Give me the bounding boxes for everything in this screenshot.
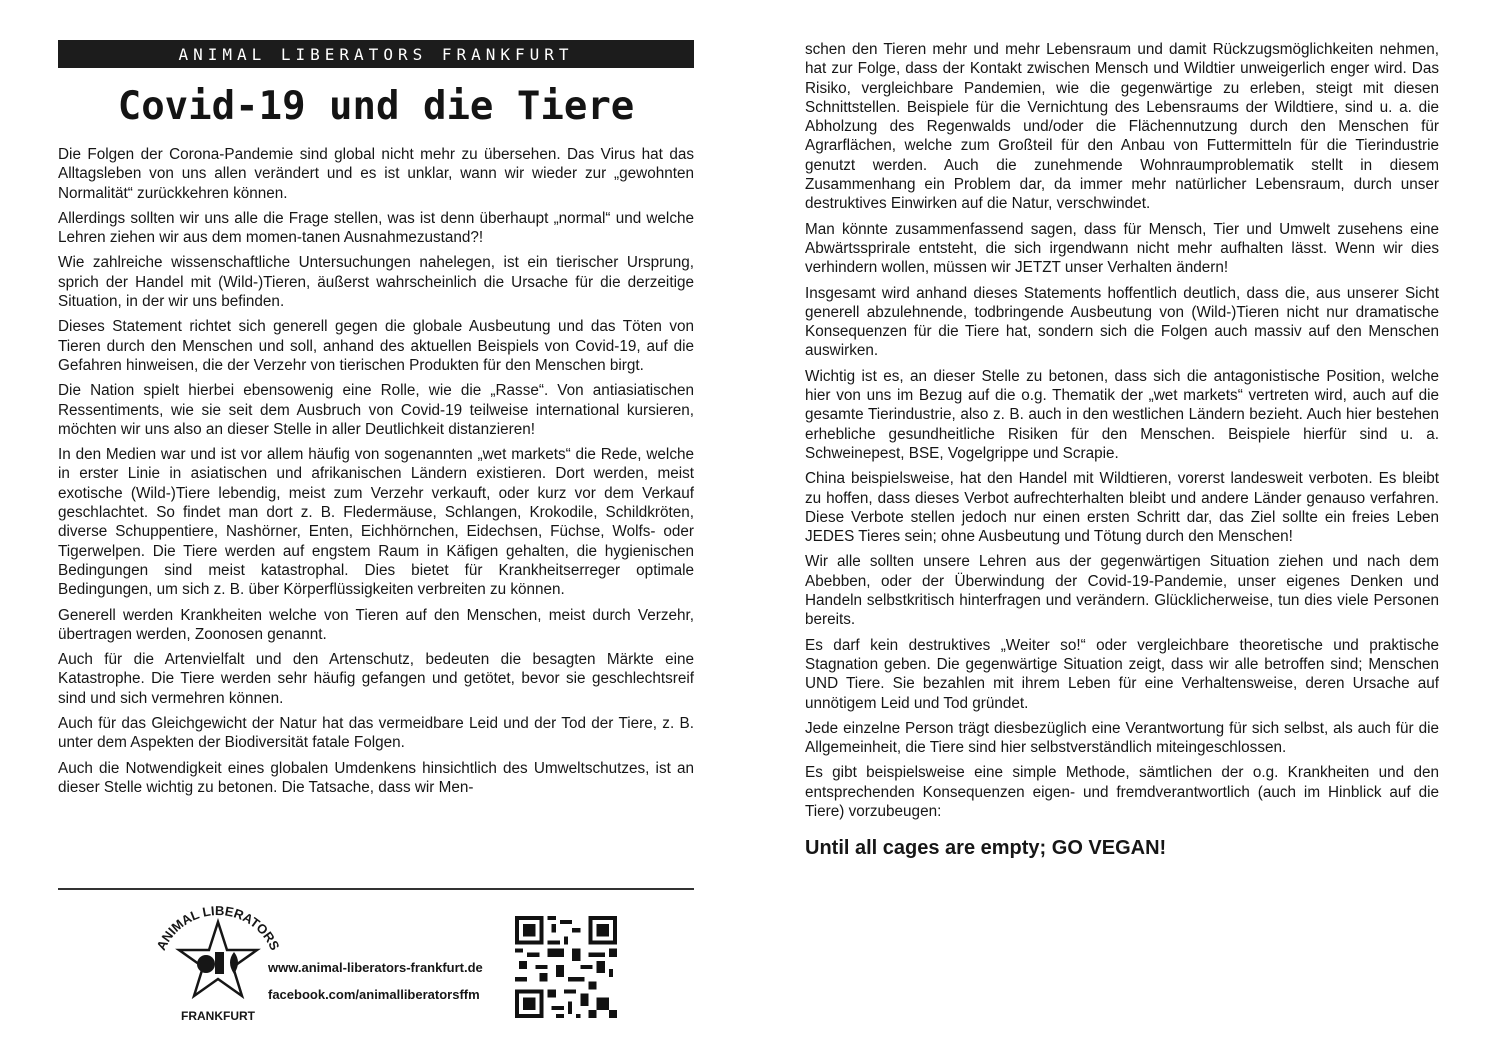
page-title: Covid-19 und die Tiere [117, 84, 635, 129]
left-paragraph: Allerdings sollten wir uns alle die Frage stellen, was ist denn überhaupt „normal“ und welche Lehren ziehen wir aus dem momen-tanen Ausnahmezustand?! [58, 209, 694, 247]
org-header-text: ANIMAL LIBERATORS FRANKFURT [178, 44, 574, 64]
right-paragraph: Es darf kein destruktives „Weiter so!“ oder vergleichbare theoretische und praktische Stagnation geben. Die gegenwärtige Situation zeigt, dass wir alle betroffen sind; Menschen UND Tiere. Sie bezahlen mit ihrem Leben für eine Verhaltensweise, deren Ursache auf unnötigem Leid und Tod gründet. [805, 636, 1439, 712]
left-paragraph: Die Folgen der Corona-Pandemie sind global nicht mehr zu übersehen. Das Virus hat das Alltagsleben von uns allen verändert und es ist unklar, wann wir wieder zur „gewohnten Normalität“ zurückkehren können. [58, 146, 694, 202]
right-paragraph: schen den Tieren mehr und mehr Lebensraum und damit Rückzugsmöglichkeiten nehmen, hat zur Folge, dass der Kontakt zwischen Mensch und Wildtier unweigerlich enger wird. Das Risiko, vergleichbare Pandemien, wie die gegenwärtige zu erleben, steigt mit diesen Schnittstellen. Beispiele für die Vernichtung des Lebensraums der Wildtiere, sind u. a. die Abholzung des Regenwalds und/oder die Flächennutzung durch den Menschen für Agrarflächen, welche zum Großteil für den Anbau von Futtermitteln für die Tierindustrie genutzt werden. Auch die zunehmende Wohnraumproblematik stellt in diesem Zusammenhang ein Problem dar, da immer mehr natürlicher Lebensraum, durch unser destruktives Einwirken auf die Natur, verschwindet. [805, 41, 1439, 213]
left-paragraph: Die Nation spielt hierbei ebensowenig eine Rolle, wie die „Rasse“. Von antiasiatischen Ressentiments, wie sie seit dem Ausbruch von Covid-19 teilweise international kursieren, möchten wir uns also an dieser Stelle in aller Deutlichkeit distanzieren! [58, 382, 694, 438]
footer-links [268, 960, 483, 1014]
qr-code-icon [515, 916, 617, 1018]
left-paragraph: Auch die Notwendigkeit eines globalen Umdenkens hinsichtlich des Umweltschutzes, ist an dieser Stelle wichtig zu betonen. Die Tatsache, dass wir Men- [58, 759, 694, 796]
right-paragraph: Wichtig ist es, an dieser Stelle zu betonen, dass sich die antagonistische Position, welche hier von uns im Bezug auf die o.g. Thematik der „wet markets“ vertreten wird, auch auf die gesamte Tierindustrie, also z. B. auch in den westlichen Ländern bezieht. Auch hier bestehen erhebliche gesundheitliche Risiken für den Menschen. Beispiele hierfür sind u. a. Schweinepest, BSE, Vogelgrippe und Scrapie. [805, 367, 1439, 462]
right-paragraph: Man könnte zusammenfassend sagen, dass für Mensch, Tier und Umwelt zusehens eine Abwärtssprirale entsteht, die sich irgendwann nicht mehr aufhalten lässt. Wenn wir dies verhindern wollen, müssen wir JETZT unser Verhalten ändern! [805, 220, 1439, 277]
left-paragraph: Auch für das Gleichgewicht der Natur hat das vermeidbare Leid und der Tod der Tiere, z. B. unter dem Aspekten der Biodiversität fatale Folgen. [58, 715, 694, 752]
logo-arc-text: ANIMAL LIBERATORS [153, 902, 283, 953]
slogan: Until all cages are empty; GO VEGAN! [805, 837, 1167, 860]
org-header-bar [58, 40, 694, 68]
facebook-link[interactable]: facebook.com/animalliberatorsffm [268, 987, 480, 1002]
right-paragraph: Jede einzelne Person trägt diesbezüglich eine Verantwortung für sich selbst, als auch für die Allgemeinheit, die Tiere sind hier selbstverständlich miteingeschlossen. [805, 719, 1439, 757]
left-paragraph: Wie zahlreiche wissenschaftliche Untersuchungen nahelegen, ist ein tierischer Ursprung, sprich der Handel mit (Wild-)Tieren, äußerst wahrscheinlich die Ursache für die derzeitige Situation, in der wir uns befinden. [58, 254, 694, 311]
footer-divider [58, 888, 694, 890]
left-paragraph: Auch für die Artenvielfalt und den Artenschutz, bedeuten die besagten Märkte eine Katastrophe. Die Tiere werden sehr häufig gefangen und getötet, bevor sie geschlechtsreif sind und sich vermehren können. [58, 651, 694, 707]
right-paragraph: Insgesamt wird anhand dieses Statements hoffentlich deutlich, dass die, aus unserer Sicht generell abzulehnende, todbringende Ausbeutung von (Wild-)Tieren nicht nur dramatische Konsequenzen für die Tiere hat, sondern sich die Folgen auch massiv auf den Menschen auswirken. [805, 284, 1439, 360]
left-column [58, 40, 694, 803]
leaf-icon [230, 952, 238, 974]
logo-bottom-text: FRANKFURT [181, 1009, 255, 1023]
right-paragraph: Wir alle sollten unsere Lehren aus der gegenwärtigen Situation ziehen und nach dem Abebben, oder der Überwindung der Covid-19-Pandemie, unser eigenes Denken und Handeln selbstkritisch hinterfragen und verändern. Glücklicherweise, tun dies viele Personen bereits. [805, 553, 1439, 629]
left-paragraph: Dieses Statement richtet sich generell gegen die globale Ausbeutung und das Töten von Tieren durch den Menschen und soll, anhand des aktuellen Beispiels von Covid-19, auf die Gefahren hinweisen, die der Verzehr von tierischen Produkten für den Menschen birgt. [58, 318, 694, 374]
paw-icon [215, 952, 224, 974]
animal-liberators-logo [148, 900, 288, 1025]
right-paragraph: Es gibt beispielsweise eine simple Methode, sämtlichen der o.g. Krankheiten und den entsprechenden Konsequenzen eigen- und fremdverantwortlich (auch im Hinblick auf die Tiere) vorzubeugen: [805, 764, 1439, 820]
right-paragraph: China beispielsweise, hat den Handel mit Wildtieren, vorerst landesweit verboten. Es bleibt zu hoffen, dass dieses Verbot aufrechterhalten bleibt und andere Länder genauso verfahren. Diese Verbote stellen jedoch nur einen ersten Schritt dar, das Ziel sollte ein freies Leben JEDES Tieres sein; ohne Ausbeutung und Tötung durch den Menschen! [805, 470, 1439, 546]
fist-icon [197, 955, 215, 973]
svg-text:ANIMAL LIBERATORS [153, 903, 282, 953]
right-column [805, 40, 1439, 860]
left-paragraph: In den Medien war und ist vor allem häufig von sogenannten „wet markets“ die Rede, welche in erster Linie in asiatischen und afrikanischen Ländern existieren. Dort werden, meist exotische (Wild-)Tiere lebendig, meist zum Verzehr verkauft, oder kurz vor dem Verkauf geschlachtet. So findet man dort z. B. Fledermäuse, Schlangen, Krokodile, Schildkröten, diverse Schuppentiere, Nashörner, Enten, Eichhörnchen, Eidechsen, Füchse, Wolfs- oder Tigerwelpen. Die Tiere werden auf engstem Raum in Käfigen gehalten, die hygienischen Bedingungen sind meist katastrophal. Dies bietet für Krankheitserreger optimale Bedingungen, um sich z. B. über Körperflüssigkeiten verbreiten zu können. [58, 446, 694, 599]
website-link[interactable]: www.animal-liberators-frankfurt.de [268, 960, 483, 975]
left-paragraph: Generell werden Krankheiten welche von Tieren auf den Menschen, meist durch Verzehr, übertragen werden, Zoonosen genannt. [58, 606, 694, 643]
